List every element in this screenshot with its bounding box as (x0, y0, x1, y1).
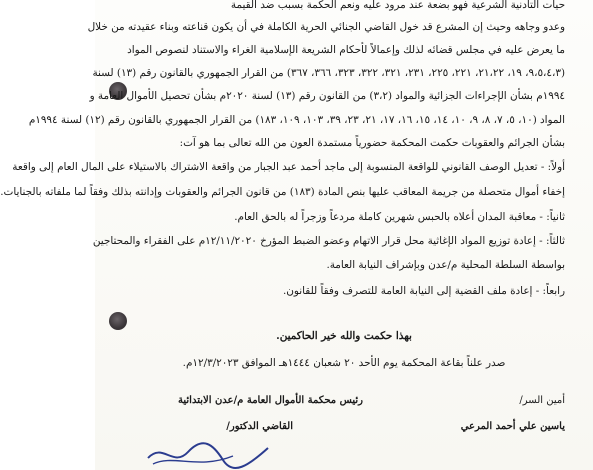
judge-title: رئيس محكمة الأموال العامة م/عدن الابتدائية (178, 395, 363, 406)
body-line: ١٩٩٤م بشأن الإجراءات الجزائية والمواد (٣،٢) من القانون رقم (١٣) لسنة ٢٠٢٠م بشأن تحصيل الأموال العامة و (89, 90, 565, 102)
verdict-third: ثالثاً: - إعادة توزيع المواد الإغاثية محل قرار الاتهام وعضو الضبط المؤرخ ١٢/١١/٢٠٢٠م على الفقراء والمحتاجين (92, 235, 565, 247)
closing-line: بهذا حكمت والله خير الحاكمين. (276, 330, 412, 342)
body-line: وعدو وجاهه وحيث إن المشرع قد خول القاضي الجنائي الحرية الكاملة في أن يكون قناعته وبناء عقيدته من خلال (87, 21, 565, 33)
verdict-first: أولاً: - تعديل الوصف القانوني للواقعة المنسوبة إلى ماجد أحمد عبد الجبار من واقعة الاشتراك بالاستيلاء على المال العام إلى واقعة (12, 161, 565, 173)
body-line: ما يعرض عليه في مجلس قضائه لذلك وإعمالاً لأحكام الشريعة الإسلامية الغراء والاستناد لنصوص المواد (127, 44, 565, 56)
signature-scribble (143, 440, 273, 470)
judge-name: القاضي الدكتور/ (226, 421, 293, 432)
body-line: إخفاء أموال متحصلة من جريمة المعاقب عليها بنص المادة (١٨٣) من قانون الجرائم والعقوبات وإدانته بذلك وفقاً لما ملفاته بالجنايات. (0, 186, 565, 198)
verdict-fourth: رابعاً: - إعادة ملف القضية إلى النيابة العامة للتصرف وفقاً للقانون. (282, 285, 565, 297)
secretary-title: أمين السر/ (519, 395, 565, 406)
secretary-name: ياسين علي أحمد المرعي (460, 421, 565, 432)
verdict-second: ثانياً: - معاقبة المدان أعلاه بالحبس شهرين كاملة مردعاً وزجراً له بالحق العام. (234, 211, 565, 223)
body-line: بشأن الجرائم والعقوبات حكمت المحكمة حضورياً مستمدة العون من الله تعالى بما هو آت: (179, 137, 565, 149)
punch-hole-bottom (109, 312, 127, 330)
body-line: المواد (١٠، ٥، ٧، ٨، ٩، ١٠، ١٤، ١٥، ١٦، ١٧، ٢١، ٢٣، ٣٩، ١٠٣، ١٠٩، ١٨٣) من القرار الجمهوري بالقانون رقم (١٢) لسنة ١٩٩٤م (28, 114, 565, 126)
body-line: (٩،٥،٤،٣، ١٩، ٢١،٢٢، ٢٢١، ٢٢٥، ٢٣١، ٣٢١، ٣٢٢، ٣٢٣، ٣٦٦، ٣٦٧) من القرار الجمهوري بالقانون رقم (١٣) لسنة (92, 67, 565, 79)
body-line: حيات التأدنية الشرعية فهو بضعة عند مرود عليه ونعم الحكمة بسبب ضد القيمة (230, 0, 565, 11)
body-line: بواسطة السلطة المحلية م/عدن وبإشراف النيابة العامة. (326, 259, 565, 271)
issued-date-line: صدر علناً بقاعة المحكمة يوم الأحد ٢٠ شعبان ١٤٤٤هـ الموافق ١٢/٣/٢٠٢٣م. (182, 357, 506, 369)
